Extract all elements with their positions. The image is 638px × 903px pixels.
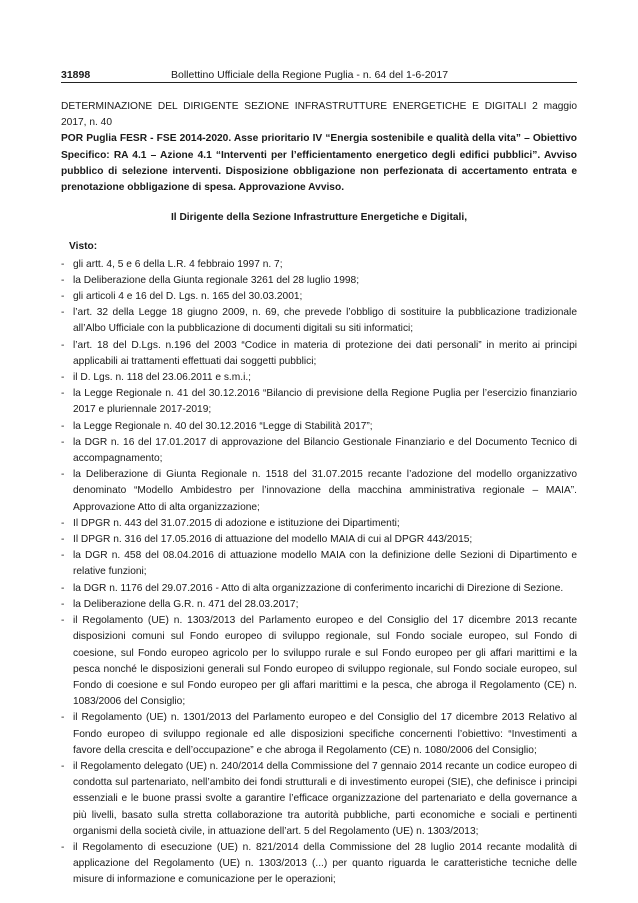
- list-item: - l’art. 32 della Legge 18 giugno 2009, n. 69, che prevede l’obbligo di sostituire la pubblicazione tradizionale all’Albo Ufficiale con la pubblicazione di documenti digitali su siti informatici;: [61, 305, 577, 337]
- list-item: - gli articoli 4 e 16 del D. Lgs. n. 165 del 30.03.2001;: [61, 289, 577, 305]
- header-divider: [61, 82, 577, 83]
- list-item: - la DGR n. 1176 del 29.07.2016 - Atto di alta organizzazione di conferimento incarichi di Direzione di Sezione.: [61, 581, 577, 597]
- determination-heading: [61, 99, 577, 196]
- list-item: - la DGR n. 16 del 17.01.2017 di approvazione del Bilancio Gestionale Finanziario e del Documento Tecnico di accompagnamento;: [61, 435, 577, 467]
- list-item: - il Regolamento delegato (UE) n. 240/2014 della Commissione del 7 gennaio 2014 recante un codice europeo di condotta sul partenariato, nell’ambito dei fondi strutturali e di investimento europei (SIE), che definisce i principi essenziali e le buone prassi svolte a garantire l’efficace organizzazione del partenariato e della governance a più livelli, basato sulla stretta collaborazione tra autorità pubbliche, parti economiche e sociali e pertinenti organismi della società civile, in attuazione dell’art. 5 del Regolamento (UE) n. 1303/2013;: [61, 759, 577, 840]
- issuer-heading: Il Dirigente della Sezione Infrastrutture Energetiche e Digitali,: [170, 212, 468, 224]
- list-item: - la Legge Regionale n. 41 del 30.12.2016 “Bilancio di previsione della Regione Puglia per l’esercizio finanziario 2017 e pluriennale 2017-2019;: [61, 386, 577, 418]
- determination-subject: POR Puglia FESR - FSE 2014-2020. Asse prioritario IV “Energia sostenibile e qualità della vita” – Obiettivo Specifico: RA 4.1 – Azione 4.1 “Interventi per l’efficientamento energetico degli edifici pubblici”. Avviso pubblico di selezione interventi. Disposizione obbligazione non perfezionata di accertamento entrata e prenotazione obbligazione di spesa. Approvazione Avviso.: [61, 133, 577, 194]
- list-item: - il Regolamento (UE) n. 1301/2013 del Parlamento europeo e del Consiglio del 17 dicembre 2013 Relativo al Fondo europeo di sviluppo regionale ed alle disposizioni specifiche concernenti l’obiettivo: “Investimenti a favore della crescita e dell’occupazione” e che abroga il Regolamento (CE) n. 1080/2006 del Consiglio;: [61, 710, 577, 759]
- list-item: - gli artt. 4, 5 e 6 della L.R. 4 febbraio 1997 n. 7;: [61, 257, 577, 273]
- list-item: - il D. Lgs. n. 118 del 23.06.2011 e s.m.i.;: [61, 370, 577, 386]
- page-number: 31898: [61, 69, 91, 81]
- list-item: - Il DPGR n. 443 del 31.07.2015 di adozione e istituzione dei Dipartimenti;: [61, 516, 577, 532]
- bulletin-title: Bollettino Ufficiale della Regione Puglia - n. 64 del 1-6-2017: [171, 69, 449, 81]
- list-item: - la Legge Regionale n. 40 del 30.12.2016 “Legge di Stabilità 2017”;: [61, 419, 577, 435]
- list-item: - la Deliberazione della Giunta regionale 3261 del 28 luglio 1998;: [61, 273, 577, 289]
- list-item: - la Deliberazione di Giunta Regionale n. 1518 del 31.07.2015 recante l’adozione del modello organizzativo denominato “Modello Ambidestro per l’innovazione della macchina amministrativa regionale – MAIA”. Approvazione Atto di alta organizzazione;: [61, 467, 577, 516]
- list-item: - l’art. 18 del D.Lgs. n.196 del 2003 “Codice in materia di protezione dei dati personali” in merito ai principi applicabili ai trattamenti effettuati dai soggetti pubblici;: [61, 338, 577, 370]
- determination-title: DETERMINAZIONE DEL DIRIGENTE SEZIONE INFRASTRUTTURE ENERGETICHE E DIGITALI 2 maggio 2017, n. 40: [61, 101, 577, 129]
- page-header: [61, 63, 577, 81]
- list-item: - Il DPGR n. 316 del 17.05.2016 di attuazione del modello MAIA di cui al DPGR 443/2015;: [61, 532, 577, 548]
- list-item: - la Deliberazione della G.R. n. 471 del 28.03.2017;: [61, 597, 577, 613]
- list-item: - la DGR n. 458 del 08.04.2016 di attuazione modello MAIA con la definizione delle Sezioni di Dipartimento e relative funzioni;: [61, 548, 577, 580]
- visto-label: Visto:: [69, 241, 98, 253]
- list-item: - il Regolamento di esecuzione (UE) n. 821/2014 della Commissione del 28 luglio 2014 recante modalità di applicazione del Regolamento (UE) n. 1303/2013 (...) per quanto riguarda le caratteristiche tecniche delle misure di informazione e comunicazione per le operazioni;: [61, 840, 577, 889]
- visto-list: [61, 257, 577, 889]
- list-item: - il Regolamento (UE) n. 1303/2013 del Parlamento europeo e del Consiglio del 17 dicembre 2013 recante disposizioni comuni sul Fondo europeo di sviluppo regionale, sul Fondo sociale europeo, sul Fondo di coesione, sul Fondo europeo agricolo per lo sviluppo rurale e sul Fondo europeo per gli affari marittimi e la pesca nonché le disposizioni generali sul Fondo europeo di sviluppo regionale, sul Fondo sociale europeo, sul Fondo di coesione e sul Fondo europeo per gli affari marittimi e la pesca, che abroga il Regolamento (CE) n. 1083/2006 del Consiglio;: [61, 613, 577, 710]
- document-body: [61, 99, 577, 889]
